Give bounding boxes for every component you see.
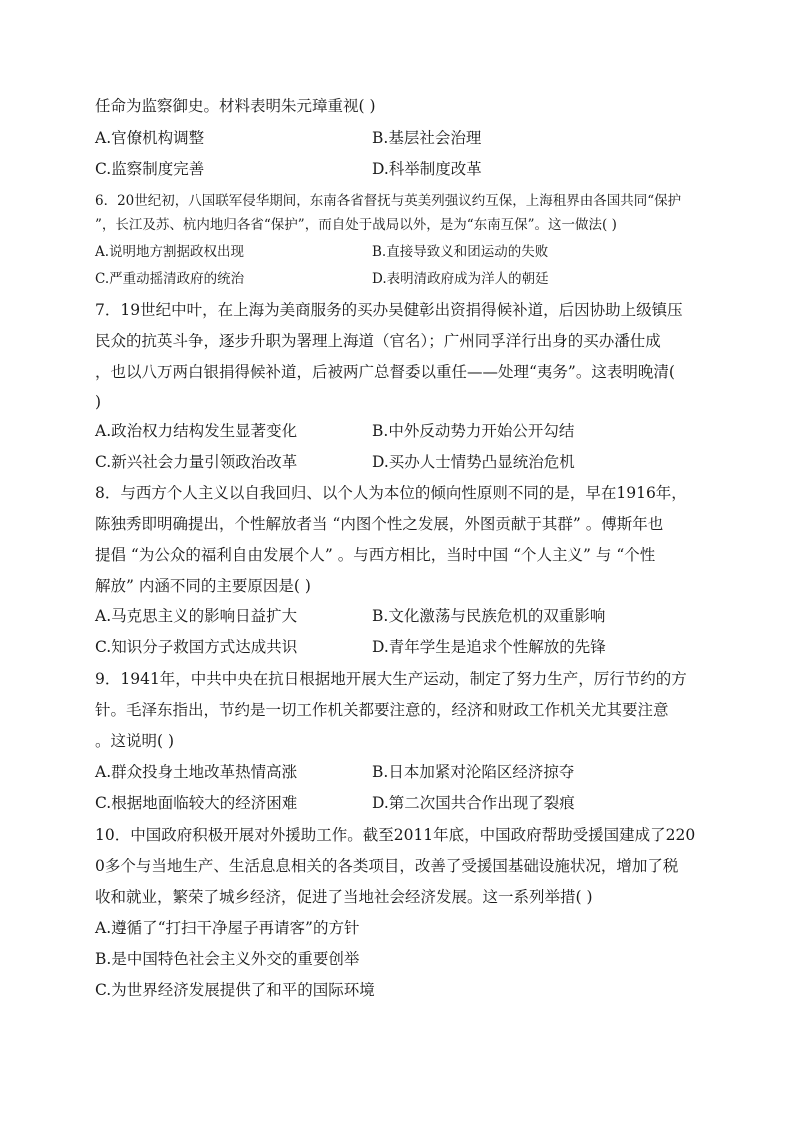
q8-stem-line-1: 8．与西方个人主义以自我回归、以个人为本位的倾向性原则不同的是，早在1916年， <box>95 484 687 502</box>
q7-stem-line-4: ) <box>95 393 102 411</box>
q7-stem-line-2: 民众的抗英斗争，逐步升职为署理上海道（官名）；广州同孚洋行出身的买办潘仕成 <box>95 332 661 350</box>
q6-option-a: A.说明地方割据政权出现 <box>95 244 245 260</box>
q9-option-c: C.根据地面临较大的经济困难 <box>95 794 298 812</box>
q10-option-c: C.为世界经济发展提供了和平的国际环境 <box>95 981 375 999</box>
q8-option-d: D.青年学生是追求个性解放的先锋 <box>372 638 606 656</box>
q10-option-b: B.是中国特色社会主义外交的重要创举 <box>95 950 360 968</box>
q6-stem-line-2: ”，长江及苏、杭内地归各省“保护”，而自处于战局以外，是为“东南互保”。这一做法( ) <box>95 217 617 233</box>
q8-option-b: B.文化激荡与民族危机的双重影响 <box>372 607 606 625</box>
q5-stem-tail: 任命为监察御史。材料表明朱元璋重视( ) <box>95 97 376 115</box>
q8-stem-line-3: 提倡 “为公众的福利自由发展个人” 。与西方相比，当时中国 “个人主义” 与 “个性 <box>95 546 656 564</box>
q5-option-d: D.科举制度改革 <box>372 160 482 178</box>
q9-option-b: B.日本加紧对沦陷区经济掠夺 <box>372 763 575 781</box>
q9-stem-line-2: 针。毛泽东指出，节约是一切工作机关都要注意的，经济和财政工作机关尤其要注意 <box>95 701 669 719</box>
q8-stem-line-4: 解放” 内涵不同的主要原因是( ) <box>95 577 311 595</box>
q9-option-d: D.第二次国共合作出现了裂痕 <box>372 794 575 812</box>
q10-stem-line-2: 0多个与当地生产、生活息息相关的各类项目，改善了受援国基础设施状况，增加了税 <box>95 857 679 875</box>
q6-option-d: D.表明清政府成为洋人的朝廷 <box>372 271 549 287</box>
q5-option-b: B.基层社会治理 <box>372 129 482 147</box>
q9-option-a: A.群众投身土地改革热情高涨 <box>95 763 298 781</box>
q7-stem-line-3: ，也以八万两白银捐得候补道，后被两广总督委以重任——处理“夷务”。这表明晚清( <box>95 363 675 381</box>
q8-option-a: A.马克思主义的影响日益扩大 <box>95 607 298 625</box>
q8-option-c: C.知识分子救国方式达成共识 <box>95 638 298 656</box>
q9-stem-line-1: 9．1941年，中共中央在抗日根据地开展大生产运动，制定了努力生产，厉行节约的方 <box>95 670 687 688</box>
q6-stem-line-1: 6．20世纪初，八国联军侵华期间，东南各省督抚与英美列强议约互保，上海租界由各国共同“保护 <box>95 193 682 209</box>
q6-option-c: C.严重动摇清政府的统治 <box>95 271 245 287</box>
q10-stem-line-1: 10．中国政府积极开展对外援助工作。截至2011年底，中国政府帮助受援国建成了220 <box>95 826 696 844</box>
q7-option-b: B.中外反动势力开始公开勾结 <box>372 422 575 440</box>
q7-stem-line-1: 7．19世纪中叶，在上海为美商服务的买办吴健彰出资捐得候补道，后因协助上级镇压 <box>95 301 683 319</box>
q8-stem-line-2: 陈独秀即明确提出，个性解放者当 “内图个性之发展，外图贡献于其群” 。傅斯年也 <box>95 515 664 533</box>
q9-stem-line-3: 。这说明( ) <box>95 732 175 750</box>
q5-option-c: C.监察制度完善 <box>95 160 205 178</box>
q5-option-a: A.官僚机构调整 <box>95 129 205 147</box>
q10-stem-line-3: 收和就业，繁荣了城乡经济，促进了当地社会经济发展。这一系列举措( ) <box>95 888 593 906</box>
q7-option-a: A.政治权力结构发生显著变化 <box>95 422 298 440</box>
q7-option-c: C.新兴社会力量引领政治改革 <box>95 453 298 471</box>
q6-option-b: B.直接导致义和团运动的失败 <box>372 244 549 260</box>
q10-option-a: A.遵循了“打扫干净屋子再请客”的方针 <box>95 919 360 937</box>
q7-option-d: D.买办人士情势凸显统治危机 <box>372 453 575 471</box>
